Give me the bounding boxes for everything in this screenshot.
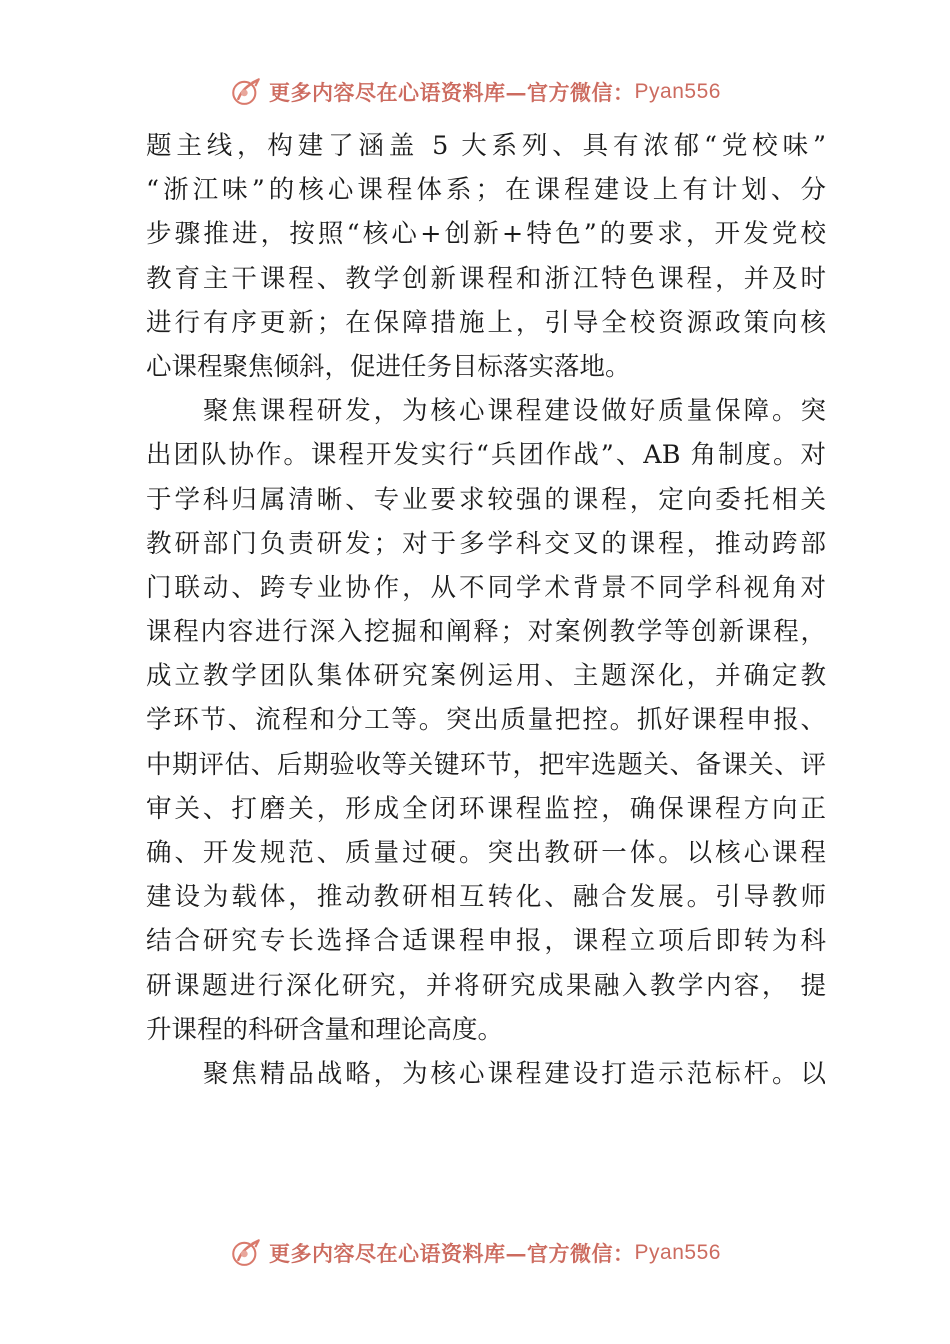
library-logo-icon xyxy=(229,1236,263,1270)
text-line: 进行有序更新；在保障措施上，引导全校资源政策向核 xyxy=(146,307,826,338)
text-line: 心课程聚焦倾斜，促进任务目标落实落地。 xyxy=(146,351,631,382)
text-line: 研课题进行深化研究，并将研究成果融入教学内容， 提 xyxy=(146,970,826,1001)
text-line: 出团队协作。课程开发实行“兵团作战”、AB 角制度。对 xyxy=(146,440,826,471)
text-line: 教育主干课程、教学创新课程和浙江特色课程，并及时 xyxy=(146,263,826,294)
text-line: 门联动、跨专业协作，从不同学术背景不同学科视角对 xyxy=(146,572,826,603)
text-line: 学环节、流程和分工等。突出质量把控。抓好课程申报、 xyxy=(146,705,826,736)
text-line: 聚焦精品战略，为核心课程建设打造示范标杆。以 xyxy=(146,1058,826,1089)
library-logo-icon xyxy=(229,75,263,109)
text-line: 建设为载体，推动教研相互转化、融合发展。引导教师 xyxy=(146,882,826,913)
text-line: 升课程的科研含量和理论高度。 xyxy=(146,1014,504,1045)
text-line: 结合研究专长选择合适课程申报，课程立项后即转为科 xyxy=(146,926,826,957)
header-watermark xyxy=(0,72,950,112)
text-line: 聚焦课程研发，为核心课程建设做好质量保障。突 xyxy=(146,396,826,427)
text-line: 成立教学团队集体研究案例运用、主题深化，并确定教 xyxy=(146,661,826,692)
watermark-wechat-id: Pyan556 xyxy=(634,1241,721,1264)
text-line: 审关、打磨关，形成全闭环课程监控，确保课程方向正 xyxy=(146,793,826,824)
text-line: 教研部门负责研发；对于多学科交叉的课程，推动跨部 xyxy=(146,528,826,559)
footer-watermark xyxy=(0,1233,950,1273)
text-line: 确、开发规范、质量过硬。突出教研一体。以核心课程 xyxy=(146,838,826,868)
text-line: 于学科归属清晰、专业要求较强的课程，定向委托相关 xyxy=(146,484,826,515)
watermark-text: 更多内容尽在心语资料库—官方微信： xyxy=(269,80,635,105)
watermark-text: 更多内容尽在心语资料库—官方微信： xyxy=(269,1241,635,1266)
document-body xyxy=(146,124,826,1096)
text-line: 课程内容进行深入挖掘和阐释；对案例教学等创新课程， xyxy=(146,617,826,648)
text-line: “浙江味”的核心课程体系；在课程建设上有计划、分 xyxy=(146,175,826,206)
text-line: 中期评估、后期验收等关键环节，把牢选题关、备课关、评 xyxy=(146,749,826,780)
text-line: 题主线，构建了涵盖 5 大系列、具有浓郁“党校味” xyxy=(146,131,826,161)
watermark-wechat-id: Pyan556 xyxy=(634,80,721,103)
text-line: 步骤推进，按照“核心+创新+特色”的要求，开发党校 xyxy=(146,219,826,250)
